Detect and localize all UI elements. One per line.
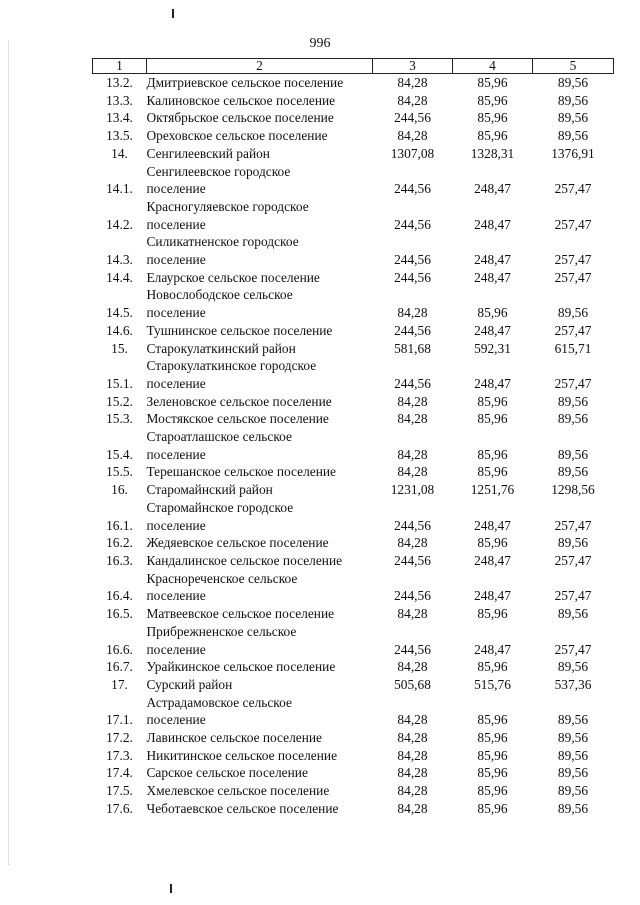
name-line: Лавинское сельское поселение: [146, 730, 323, 746]
table-row: [93, 463, 614, 481]
column-header: 1: [93, 59, 147, 74]
value-col-3: 244,56: [394, 252, 431, 268]
row-number: 14.5.: [106, 305, 133, 321]
name-line: поселение: [146, 517, 206, 533]
value-col-5: 257,47: [554, 588, 592, 604]
table-row: [93, 676, 614, 694]
value-col-5: 89,56: [557, 765, 589, 781]
name-line: поселение: [146, 305, 206, 321]
table-row: [93, 109, 614, 127]
name-line: Астрадамовское сельское: [146, 694, 292, 710]
value-col-5: 89,56: [557, 128, 589, 144]
table-row: [93, 623, 614, 658]
value-col-5: 89,56: [557, 305, 589, 321]
value-col-5: 89,56: [557, 747, 589, 763]
name-line: Новослободское сельское: [146, 287, 293, 303]
name-line: Силикатненское городское: [146, 234, 299, 250]
row-number: 15.1.: [106, 375, 133, 391]
name-line: поселение: [146, 252, 206, 268]
row-number: 16.3.: [106, 552, 133, 568]
row-number: 13.2.: [106, 75, 133, 90]
value-col-4: 592,31: [474, 340, 511, 356]
value-col-4: 85,96: [477, 783, 508, 799]
value-col-3: 244,56: [394, 375, 431, 391]
value-col-4: 85,96: [477, 659, 508, 675]
column-header: 5: [533, 59, 614, 74]
row-number: 13.5.: [106, 128, 133, 144]
value-col-4: 85,96: [477, 747, 508, 763]
settlement-name: [147, 357, 373, 392]
name-line: Дмитриевское сельское поселение: [146, 75, 344, 90]
value-col-3: 84,28: [397, 659, 428, 675]
row-number: 15.5.: [106, 464, 133, 480]
row-number: 17.5.: [106, 783, 133, 799]
settlement-name: [147, 694, 373, 729]
settlement-name: [147, 269, 373, 287]
table-row: [93, 127, 614, 145]
settlement-name: [147, 764, 373, 782]
value-col-3: 84,28: [397, 800, 428, 816]
settlement-name: [147, 658, 373, 676]
value-col-5: 89,56: [557, 535, 589, 551]
table-row: [93, 499, 614, 534]
table-row: [93, 747, 614, 765]
name-line: Краснореченское сельское: [146, 570, 298, 586]
table-row: [93, 481, 614, 499]
value-col-5: 89,56: [557, 92, 589, 108]
value-col-5: 257,47: [554, 181, 592, 197]
value-col-4: 85,96: [477, 128, 508, 144]
table-row: [93, 286, 614, 321]
value-col-3: 84,28: [397, 783, 428, 799]
value-col-4: 248,47: [474, 375, 511, 391]
value-col-5: 257,47: [554, 552, 592, 568]
name-line: Чеботаевское сельское поселение: [146, 800, 339, 816]
settlement-name: [147, 233, 373, 268]
settlement-name: [147, 605, 373, 623]
row-number: 16.1.: [106, 517, 133, 533]
row-number: 14.1.: [106, 181, 133, 197]
settlement-name: [147, 163, 373, 198]
value-col-5: 89,56: [557, 110, 589, 126]
row-number: 16.6.: [106, 641, 133, 657]
value-col-3: 84,28: [397, 765, 428, 781]
settlement-name: [147, 92, 373, 110]
value-col-4: 85,96: [477, 411, 508, 427]
value-col-5: 89,56: [557, 411, 589, 427]
name-line: Елаурское сельское поселение: [146, 269, 320, 285]
value-col-5: 1298,56: [551, 482, 595, 498]
value-col-3: 244,56: [394, 588, 431, 604]
name-line: Кандалинское сельское поселение: [146, 552, 343, 568]
name-line: поселение: [146, 446, 206, 462]
column-header: 2: [147, 59, 373, 74]
row-number: 14.: [111, 145, 128, 161]
table-row: [93, 658, 614, 676]
value-col-5: 89,56: [557, 783, 589, 799]
table-row: [93, 198, 614, 233]
row-number: 16.7.: [106, 659, 133, 675]
name-line: Мостякское сельское поселение: [146, 411, 329, 427]
value-col-5: 89,56: [557, 464, 589, 480]
table-row: [93, 605, 614, 623]
row-number: 16.4.: [106, 588, 133, 604]
value-col-4: 248,47: [474, 322, 511, 338]
row-number: 14.6.: [106, 322, 133, 338]
value-col-4: 85,96: [477, 393, 508, 409]
value-col-5: 1376,91: [551, 145, 595, 161]
name-line: Прибрежненское сельское: [146, 623, 297, 639]
value-col-3: 244,56: [394, 322, 431, 338]
value-col-3: 84,28: [397, 128, 428, 144]
value-col-3: 244,56: [394, 517, 431, 533]
value-col-3: 581,68: [394, 340, 431, 356]
value-col-3: 84,28: [397, 606, 428, 622]
table-row: [93, 340, 614, 358]
value-col-5: 89,56: [557, 606, 589, 622]
settlement-name: [147, 676, 373, 694]
value-col-4: 85,96: [477, 606, 508, 622]
name-line: поселение: [146, 181, 206, 197]
table-row: [93, 410, 614, 428]
table-row: [93, 92, 614, 110]
scan-edge: [8, 40, 9, 865]
settlement-name: [147, 410, 373, 428]
column-header: 3: [373, 59, 453, 74]
name-line: Сенгилеевский район: [146, 145, 270, 161]
name-line: Сенгилеевское городское: [146, 163, 291, 179]
value-col-4: 85,96: [477, 712, 508, 728]
value-col-5: 257,47: [554, 375, 592, 391]
name-line: Октябрьское сельское поселение: [146, 110, 334, 126]
value-col-4: 248,47: [474, 269, 511, 285]
name-line: Сурский район: [146, 676, 233, 692]
value-col-4: 248,47: [474, 252, 511, 268]
table-row: [93, 74, 614, 92]
value-col-4: 85,96: [477, 535, 508, 551]
settlement-name: [147, 552, 373, 570]
header-row: [93, 59, 614, 74]
value-col-3: 84,28: [397, 747, 428, 763]
value-col-5: 615,71: [554, 340, 592, 356]
name-line: поселение: [146, 216, 206, 232]
value-col-3: 1231,08: [390, 482, 435, 498]
value-col-3: 505,68: [394, 676, 431, 692]
value-col-5: 257,47: [554, 252, 592, 268]
row-number: 14.2.: [106, 216, 133, 232]
value-col-4: 515,76: [474, 676, 511, 692]
value-col-4: 248,47: [474, 552, 511, 568]
row-number: 16.: [111, 482, 128, 498]
value-col-5: 89,56: [557, 730, 589, 746]
row-number: 14.3.: [106, 252, 133, 268]
settlement-name: [147, 782, 373, 800]
value-col-4: 85,96: [477, 75, 508, 90]
name-line: Старокулаткинский район: [146, 340, 296, 356]
value-col-5: 89,56: [557, 75, 589, 90]
name-line: Зеленовское сельское поселение: [146, 393, 332, 409]
value-col-4: 1251,76: [470, 482, 515, 498]
data-table: [92, 58, 614, 818]
settlement-name: [147, 428, 373, 463]
value-col-5: 89,56: [557, 712, 589, 728]
row-number: 13.4.: [106, 110, 133, 126]
settlement-name: [147, 481, 373, 499]
value-col-3: 84,28: [397, 92, 428, 108]
value-col-3: 244,56: [394, 216, 431, 232]
value-col-5: 257,47: [554, 517, 592, 533]
name-line: поселение: [146, 375, 206, 391]
row-number: 17.4.: [106, 765, 133, 781]
settlement-name: [147, 127, 373, 145]
value-col-3: 1307,08: [390, 145, 435, 161]
name-line: Староатлашское сельское: [146, 429, 292, 445]
row-number: 16.2.: [106, 535, 133, 551]
scan-mark-bottom: [170, 884, 172, 893]
name-line: Старомайнское городское: [146, 499, 294, 515]
row-number: 14.4.: [106, 269, 133, 285]
value-col-5: 257,47: [554, 216, 592, 232]
value-col-4: 85,96: [477, 800, 508, 816]
table-row: [93, 322, 614, 340]
settlement-name: [147, 393, 373, 411]
value-col-3: 244,56: [394, 181, 431, 197]
value-col-3: 84,28: [397, 464, 428, 480]
table-row: [93, 782, 614, 800]
settlement-name: [147, 729, 373, 747]
value-col-3: 84,28: [397, 393, 428, 409]
row-number: 15.3.: [106, 411, 133, 427]
name-line: поселение: [146, 712, 206, 728]
value-col-4: 85,96: [477, 464, 508, 480]
settlement-name: [147, 322, 373, 340]
value-col-4: 85,96: [477, 730, 508, 746]
settlement-name: [147, 623, 373, 658]
value-col-4: 248,47: [474, 588, 511, 604]
table-row: [93, 393, 614, 411]
name-line: поселение: [146, 641, 206, 657]
table-row: [93, 764, 614, 782]
name-line: Ореховское сельское поселение: [146, 128, 328, 144]
value-col-5: 257,47: [554, 269, 592, 285]
name-line: Старомайнский район: [146, 482, 273, 498]
row-number: 13.3.: [106, 92, 133, 108]
row-number: 15.: [111, 340, 128, 356]
row-number: 16.5.: [106, 606, 133, 622]
table-row: [93, 428, 614, 463]
value-col-4: 85,96: [477, 765, 508, 781]
value-col-3: 84,28: [397, 75, 428, 90]
name-line: Урайкинское сельское поселение: [146, 659, 336, 675]
row-number: 15.2.: [106, 393, 133, 409]
row-number: 15.4.: [106, 446, 133, 462]
value-col-3: 244,56: [394, 110, 431, 126]
value-col-4: 85,96: [477, 92, 508, 108]
name-line: Жедяевское сельское поселение: [146, 535, 329, 551]
name-line: Старокулаткинское городское: [146, 358, 317, 374]
name-line: Терешанское сельское поселение: [146, 464, 336, 480]
value-col-3: 84,28: [397, 535, 428, 551]
settlement-name: [147, 747, 373, 765]
value-col-5: 257,47: [554, 641, 592, 657]
value-col-3: 244,56: [394, 552, 431, 568]
name-line: поселение: [146, 588, 206, 604]
value-col-4: 85,96: [477, 305, 508, 321]
value-col-3: 84,28: [397, 712, 428, 728]
table-row: [93, 694, 614, 729]
row-number: 17.1.: [106, 712, 133, 728]
table-row: [93, 534, 614, 552]
table-row: [93, 570, 614, 605]
value-col-3: 244,56: [394, 641, 431, 657]
value-col-4: 248,47: [474, 216, 511, 232]
table-row: [93, 800, 614, 818]
name-line: Тушнинское сельское поселение: [146, 322, 333, 338]
value-col-5: 537,36: [554, 676, 592, 692]
value-col-3: 84,28: [397, 305, 428, 321]
name-line: Никитинское сельское поселение: [146, 747, 338, 763]
name-line: Красногуляевское городское: [146, 198, 309, 214]
column-header: 4: [453, 59, 533, 74]
row-number: 17.2.: [106, 730, 133, 746]
table-body: [93, 74, 614, 818]
settlement-name: [147, 109, 373, 127]
settlement-name: [147, 463, 373, 481]
table-row: [93, 552, 614, 570]
settlement-name: [147, 340, 373, 358]
name-line: Сарское сельское поселение: [146, 765, 308, 781]
table-row: [93, 729, 614, 747]
table-row: [93, 357, 614, 392]
name-line: Калиновское сельское поселение: [146, 92, 336, 108]
value-col-4: 248,47: [474, 641, 511, 657]
value-col-3: 244,56: [394, 269, 431, 285]
value-col-4: 85,96: [477, 110, 508, 126]
value-col-5: 89,56: [557, 659, 589, 675]
name-line: Матвеевское сельское поселение: [146, 606, 335, 622]
settlement-name: [147, 74, 373, 92]
settlement-name: [147, 145, 373, 163]
value-col-4: 85,96: [477, 446, 508, 462]
table-row: [93, 145, 614, 163]
settlement-name: [147, 800, 373, 818]
settlement-name: [147, 534, 373, 552]
value-col-4: 248,47: [474, 181, 511, 197]
table-row: [93, 269, 614, 287]
value-col-3: 84,28: [397, 411, 428, 427]
value-col-5: 89,56: [557, 393, 589, 409]
value-col-4: 1328,31: [470, 145, 515, 161]
settlement-name: [147, 198, 373, 233]
value-col-5: 257,47: [554, 322, 592, 338]
row-number: 17.3.: [106, 747, 133, 763]
value-col-4: 248,47: [474, 517, 511, 533]
value-col-3: 84,28: [397, 730, 428, 746]
row-number: 17.6.: [106, 800, 133, 816]
value-col-3: 84,28: [397, 446, 428, 462]
value-col-5: 89,56: [557, 800, 589, 816]
settlement-name: [147, 499, 373, 534]
table-row: [93, 233, 614, 268]
name-line: Хмелевское сельское поселение: [146, 783, 330, 799]
settlement-name: [147, 570, 373, 605]
settlement-name: [147, 286, 373, 321]
value-col-5: 89,56: [557, 446, 589, 462]
table-row: [93, 163, 614, 198]
scan-mark-top: [172, 9, 174, 18]
row-number: 17.: [111, 676, 128, 692]
page-number: 996: [309, 36, 331, 51]
